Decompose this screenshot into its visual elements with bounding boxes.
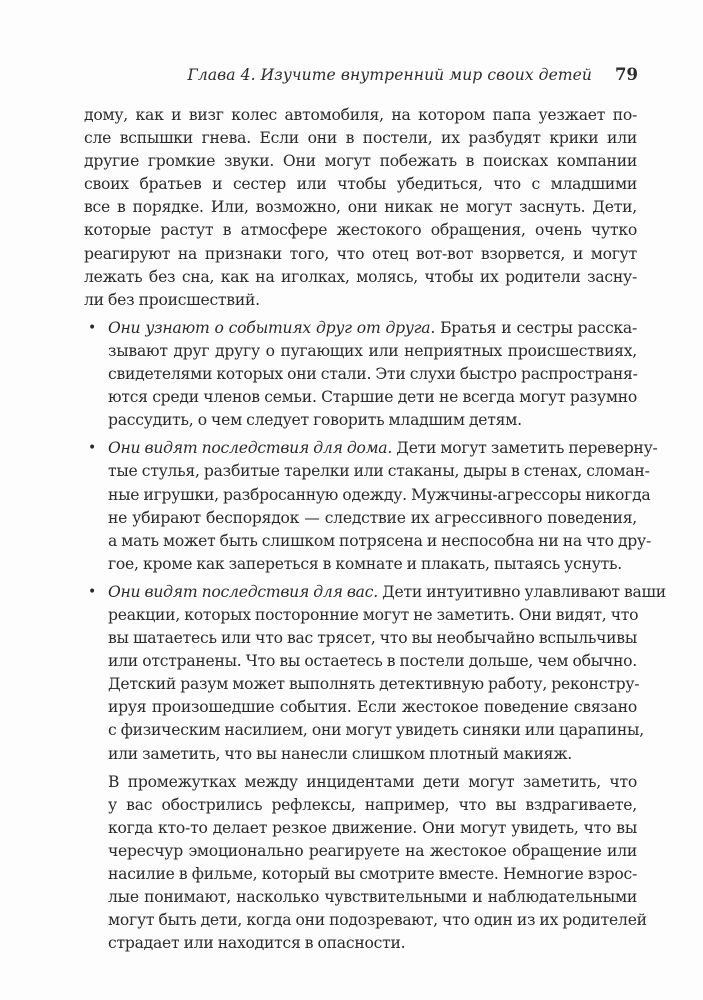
text-line: все в порядке. Или, возможно, они никак не могут заснуть. Дети, xyxy=(84,198,637,217)
text-line: или отстранены. Что вы остаетесь в постели дольше, чем обычно. xyxy=(108,652,637,671)
text-line: реагируют на признаки того, что отец вот-вот взорвется, и могут xyxy=(84,244,637,263)
text-line: ются среди членов семьи. Старшие дети не всегда могут разумно xyxy=(108,388,637,407)
text-line: лые понимают, насколько чувствительными и наблюдательными xyxy=(108,888,637,907)
text-line: рассудить, о чем следует говорить младшим детям. xyxy=(108,411,522,430)
bullet-lead: Они видят последствия для дома. xyxy=(108,439,393,458)
text-line: своих братьев и сестер или чтобы убедиться, что с младшими xyxy=(84,175,637,194)
bullet-first-line xyxy=(84,581,666,604)
bullet-marker: • xyxy=(88,319,97,336)
text-line: В промежутках между инцидентами дети могут заметить, что xyxy=(108,772,637,791)
text-line: а мать может быть слишком потрясена и неспособна ни на что дру- xyxy=(108,531,651,550)
text-line: ли без происшествий. xyxy=(84,290,260,309)
text-line: зывают друг другу о пугающих или неприятных происшествиях, xyxy=(108,341,637,360)
bullet-text: Братья и сестры расска- xyxy=(435,318,637,337)
text-line: свидетелями которых они стали. Эти слухи быстро распространя- xyxy=(108,365,638,384)
text-line: насилие в фильме, который вы смотрите вместе. Немногие взрос- xyxy=(108,865,637,883)
text-line: которые растут в атмосфере жестокого обращения, очень чутко xyxy=(84,221,637,240)
bullet-item xyxy=(84,581,666,956)
text-line: или заметить, что вы нанесли слишком плотный макияж. xyxy=(108,744,573,763)
page-body xyxy=(84,104,666,955)
bullet-continuation-paragraph xyxy=(84,771,647,956)
text-line: у вас обострились рефлексы, например, что вы вздрагиваете, xyxy=(108,795,637,814)
bullet-item xyxy=(84,317,637,432)
text-line: другие громкие звуки. Они могут побежать в поисках компании xyxy=(84,152,637,171)
page-number: 79 xyxy=(615,65,638,84)
bullet-lead: Они узнают о событиях друг от друга. xyxy=(108,318,436,337)
bullet-first-line xyxy=(84,317,637,340)
text-line: могут быть дети, когда они подозревают, что один из их родителей xyxy=(108,911,647,930)
text-line: не убирают беспорядок — следствие их агрессивного поведения, xyxy=(108,508,637,527)
bullet-lead: Они видят последствия для вас. xyxy=(108,582,378,601)
text-line: вы шатаетесь или что вас трясет, что вы необычайно вспыльчивы xyxy=(108,629,637,648)
text-line: страдает или находится в опасности. xyxy=(108,934,406,953)
intro-paragraph xyxy=(84,104,637,312)
text-line: тые стулья, разбитые тарелки или стаканы, дыры в стенах, сломан- xyxy=(108,462,650,481)
chapter-title: Глава 4. Изучите внутренний мир своих детей xyxy=(187,66,592,84)
text-line: реакции, которых посторонние могут не заметить. Они видят, что xyxy=(108,605,639,624)
running-header xyxy=(108,66,638,92)
text-line: сле вспышки гнева. Если они в постели, их разбудят крики или xyxy=(84,129,637,148)
text-line: с физическим насилием, они могут увидеть синяки или царапины, xyxy=(108,721,644,740)
text-line: чересчур эмоционально реагируете на жестокое обращение или xyxy=(108,841,637,860)
bullet-first-line xyxy=(84,437,658,460)
text-line: ные игрушки, разбросанную одежду. Мужчины-агрессоры никогда xyxy=(108,485,651,504)
text-line: лежать без сна, как на иголках, молясь, чтобы их родители засну- xyxy=(84,267,637,286)
text-line: ируя произошедшие события. Если жестокое поведение связано xyxy=(108,698,637,717)
bullet-text: Дети могут заметить переверну- xyxy=(392,439,658,458)
text-line: Детский разум может выполнять детективную работу, реконстру- xyxy=(108,675,640,694)
bullet-marker: • xyxy=(88,440,97,457)
bullet-item xyxy=(84,437,658,576)
bullet-marker: • xyxy=(88,583,97,600)
text-line: когда кто-то делает резкое движение. Они могут увидеть, что вы xyxy=(108,818,637,837)
text-line: дому, как и визг колес автомобиля, на котором папа уезжает по- xyxy=(84,106,637,124)
bullet-text: Дети интуитивно улавливают ваши xyxy=(377,582,666,601)
text-line: гое, кроме как запереться в комнате и плакать, пытаясь уснуть. xyxy=(108,554,622,573)
